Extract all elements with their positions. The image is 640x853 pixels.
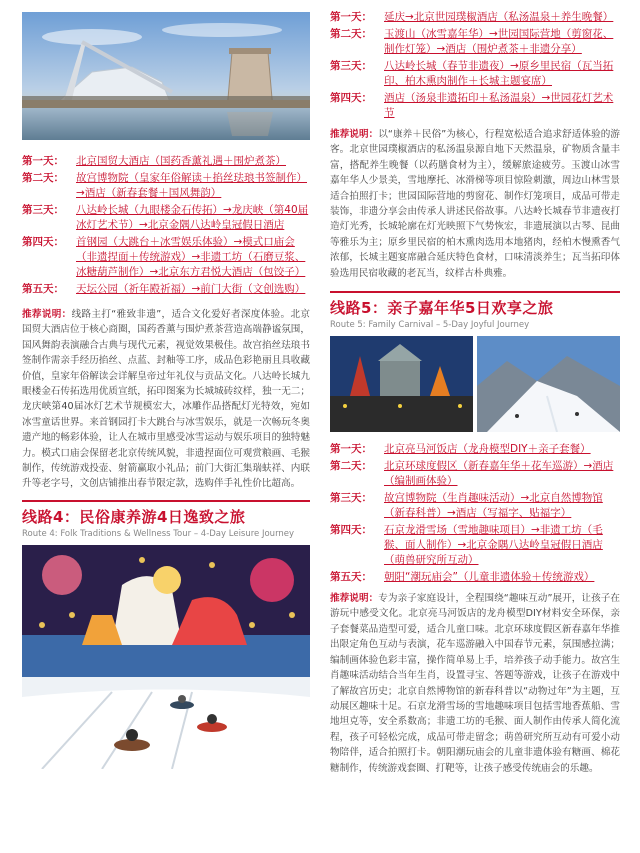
day-route[interactable]: 故宫博物院（生肖趣味活动）→北京自然博物馆（新春科普）→酒店（写福字、贴福字） bbox=[384, 492, 603, 520]
note-label: 推荐说明： bbox=[330, 129, 379, 140]
day-route[interactable]: 八达岭长城（九眼楼金石传拓）→龙庆峡（第40届冰灯艺术节）→北京金隅八达岭皇冠假日酒店 bbox=[76, 204, 309, 231]
note-label: 推荐说明： bbox=[22, 309, 72, 320]
lantern-festival-photo bbox=[22, 545, 310, 677]
snow-tubing-image bbox=[22, 677, 310, 769]
day-route[interactable]: 朝阳“潮玩庙会”（儿童非遗体验＋传统游戏） bbox=[384, 571, 595, 584]
itinerary-day[interactable] bbox=[22, 154, 310, 169]
lantern-festival-image bbox=[22, 545, 310, 677]
itinerary-day[interactable] bbox=[330, 91, 620, 121]
route5-recommendation-note bbox=[330, 591, 620, 776]
itinerary-day[interactable] bbox=[330, 442, 620, 457]
day-label: 第三天： bbox=[22, 204, 64, 216]
route5-title: 线路5：亲子嘉年华5日欢享之旅 bbox=[330, 299, 554, 318]
shougang-big-air-image bbox=[22, 12, 310, 140]
ski-resort-image bbox=[477, 336, 620, 432]
route3-recommendation-note bbox=[330, 127, 620, 281]
day-route[interactable]: 故宫博物院（皇家年俗解读＋掐丝珐琅书签制作）→酒店（新春套餐＋国风舞韵） bbox=[76, 172, 307, 199]
day-route[interactable]: 酒店（汤泉非遗拓印＋私汤温泉）→世园花灯艺术节 bbox=[384, 92, 614, 119]
left-column bbox=[22, 0, 310, 769]
route5-itinerary bbox=[330, 442, 620, 585]
route4-header bbox=[22, 500, 310, 539]
top-recommendation-note bbox=[22, 307, 310, 492]
note-text: 专为亲子家庭设计，全程围绕“趣味互动”展开，让孩子在游玩中感受文化。北京亮马河饭店的龙舟模型DIY材料安全环保，亲子套餐菜品造型可爱，适合儿童口味。北京环球度假区新春嘉年华推出限定角色互动与表演，花车巡游融入中国春节元素，氛围感拉满；编制画体验色彩丰富，操作简单易上手，培养孩子动手能力。故宫生肖趣味活动结合当年生肖，设置寻宝、答题等游戏，让孩子在游戏中了解故宫历史；北京自然博物馆的新春科普以“动物过年”为主题，互动展区趣味十足。石京龙滑雪场的雪地趣味项目包括雪地香蕉船、雪地坦克等，安全系数高；非遗工坊的毛猴、面人制作由传承人简化流程，孩子可轻松完成，成品可带走留念；萌兽研究所互动有可爱小动物陪伴，适合拍照打卡。朝阳潮玩庙会的儿童非遗体验有糖画、棉花糖制作，传统游戏套圈、打靶等，让孩子感受传统庙会的乐趣。 bbox=[330, 593, 620, 774]
itinerary-day[interactable] bbox=[22, 171, 310, 201]
itinerary-day[interactable] bbox=[22, 203, 310, 233]
route5-header bbox=[330, 291, 620, 330]
route4-title: 线路4：民俗康养游4日逸致之旅 bbox=[22, 507, 246, 526]
day-route[interactable]: 八达岭长城（春节非遗夜）→原乡里民宿（瓦当拓印、柏木熏肉制作＋长城主题宴席） bbox=[384, 60, 614, 87]
itinerary-day[interactable] bbox=[330, 10, 620, 25]
day-route[interactable]: 北京亮马河饭店（龙舟模型DIY＋亲子套餐） bbox=[384, 443, 591, 456]
day-label: 第四天： bbox=[330, 92, 372, 104]
day-label: 第四天： bbox=[22, 236, 64, 248]
day-label: 第五天： bbox=[22, 283, 64, 295]
route5-photos bbox=[330, 336, 620, 432]
itinerary-day[interactable] bbox=[330, 59, 620, 89]
day-label: 第三天： bbox=[330, 60, 372, 72]
day-label: 第二天： bbox=[22, 172, 64, 184]
universal-resort-photo bbox=[330, 336, 473, 432]
itinerary-day[interactable] bbox=[330, 523, 620, 568]
itinerary-day[interactable] bbox=[330, 570, 620, 585]
day-route[interactable]: 延庆→北京世园璞椒酒店（私汤温泉＋养生晚餐） bbox=[384, 11, 614, 23]
ski-resort-photo bbox=[477, 336, 620, 432]
day-label: 第二天： bbox=[330, 460, 372, 473]
itinerary-day[interactable] bbox=[22, 282, 310, 297]
note-text: 线路主打“雅致非遗”，适合文化爱好者深度体验。北京国贸大酒店位于核心商圈，国药香薰与围炉煮茶营造高端静谧氛围，国风舞韵表演融合古典与现代元素，视觉效果极佳。故宫掐丝珐琅书签制作需亲手经历掐丝、点蓝、封釉等工序，成品色彩艳丽且具收藏价值，皇家年俗解读会详解皇帝过年礼仪与贡品文化。八达岭长城九眼楼金石传拓选用优质宣纸，拓印图案为长城城砖纹样，独一无二；龙庆峡第40届冰灯艺术节规模宏大，冰雕作品搭配灯光特效，宛如冰雪童话世界。来首钢园打卡大跳台与冰雪娱乐，就是一次畅玩冬奥遗产地的畅彩体验，让人在城市里感受冰雪运动与娱乐项目的独特魅力。模式口庙会保留老北京传统风貌，非遗捏面位可观赏粮画、毛猴制作，传统游戏投壶、射箭赢取小礼品；前门大街汇集瑞蚨祥、内联升等老字号，文创店铺推出春节限定款，选购伴手礼性价比超高。 bbox=[22, 309, 310, 490]
day-label: 第五天： bbox=[330, 571, 372, 584]
route4-subtitle: Route 4: Folk Traditions & Wellness Tour – 4-Day Leisure Journey bbox=[22, 528, 295, 539]
note-text: 以“康养＋民俗”为核心，行程宽松适合追求舒适体验的游客。北京世园璞椒酒店的私汤温泉源自地下天然温泉，矿物质含量丰富，搭配养生晚餐（以药膳食材为主），缓解旅途疲劳。玉渡山冰雪嘉年华人少景美，雪地摩托、冰滑梯等项目惊险刺激，周边山林雪景适合拍照打卡；世园国际营地的剪窗花、制作灯笼项目，成品可带走装饰，非遗分享会由传承人讲述民俗故事。八达岭长城春节非遗夜打造灯光秀，长城轮廓在灯光映照下气势恢宏，非遗展演以古琴、昆曲等雅乐为主；原乡里民宿的柏木熏肉选用本地猪肉，经柏木慢熏香气浓郁，长城主题宴席融合延庆特色食材，口味清淡养生；瓦当拓印体验选用民宿收藏的老瓦当，纹样古朴典雅。 bbox=[330, 129, 620, 279]
day-label: 第四天： bbox=[330, 524, 372, 537]
day-label: 第一天： bbox=[22, 155, 64, 167]
day-label: 第二天： bbox=[330, 28, 372, 40]
day-route[interactable]: 石京龙滑雪场（雪地趣味项目）→非遗工坊（毛猴、面人制作）→北京金隅八达岭皇冠假日酒店（萌兽研究所互动） bbox=[384, 524, 603, 567]
route3-itinerary bbox=[330, 10, 620, 121]
day-label: 第三天： bbox=[330, 492, 372, 505]
universal-resort-image bbox=[330, 336, 473, 432]
day-route[interactable]: 北京环球度假区（新春嘉年华＋花车巡游）→酒店（编制画体验） bbox=[384, 460, 614, 488]
route5-subtitle: Route 5: Family Carnival – 5-Day Joyful Journey bbox=[330, 320, 530, 331]
snow-tubing-photo bbox=[22, 677, 310, 769]
right-column bbox=[330, 0, 620, 776]
day-label: 第一天： bbox=[330, 443, 372, 456]
itinerary-day[interactable] bbox=[330, 491, 620, 521]
itinerary-day[interactable] bbox=[330, 459, 620, 489]
day-label: 第一天： bbox=[330, 11, 372, 23]
day-route[interactable]: 首钢园（大跳台＋冰雪娱乐体验）→模式口庙会（非遗捏面＋传统游戏）→非遗工坊（石磨豆浆、冰糖葫芦制作）→北京东方君悦大酒店（包饺子） bbox=[76, 236, 306, 278]
day-route[interactable]: 天坛公园（祈年殿祈福）→前门大街（文创选购） bbox=[76, 283, 306, 295]
shougang-park-photo bbox=[22, 12, 310, 140]
note-label: 推荐说明： bbox=[330, 593, 379, 605]
top-itinerary bbox=[22, 154, 310, 297]
itinerary-day[interactable] bbox=[330, 27, 620, 57]
day-route[interactable]: 北京国贸大酒店（国药香薰礼遇＋围炉煮茶） bbox=[76, 155, 286, 167]
day-route[interactable]: 玉渡山（冰雪嘉年华）→世园国际营地（剪窗花、制作灯笼）→酒店（围炉煮茶＋非遗分享） bbox=[384, 28, 614, 55]
itinerary-day[interactable] bbox=[22, 235, 310, 280]
